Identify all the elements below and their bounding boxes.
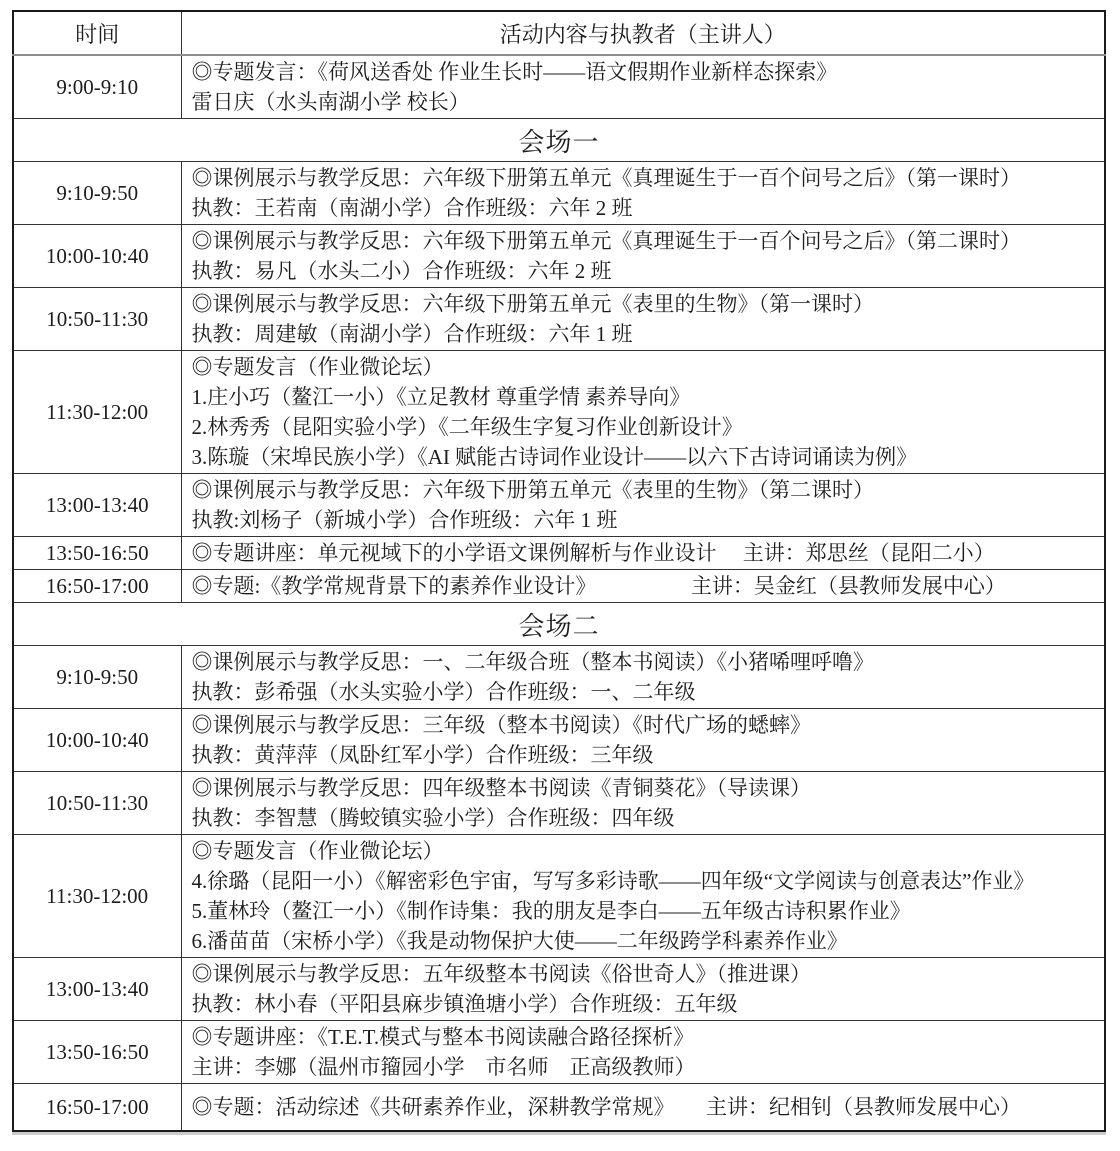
header-row [13,11,1105,55]
time-cell: 13:00-13:40 [13,958,181,1021]
content-line: 4.徐璐（昆阳一小）《解密彩色宇宙，写写多彩诗歌——四年级“文学阅读与创意表达”作业》 [191,869,1035,893]
table-row [13,288,1105,351]
content-column-header: 活动内容与执教者（主讲人） [181,11,1105,55]
content-line: 执教:刘杨子（新城小学）合作班级：六年 1 班 [191,508,618,532]
content-cell [181,772,1105,835]
content-line: 执教：易凡（水头二小）合作班级：六年 2 班 [191,259,612,283]
table-row [13,474,1105,537]
time-cell: 9:00-9:10 [13,55,181,119]
table-row [13,835,1105,958]
content-line: 2.林秀秀（昆阳实验小学）《二年级生字复习作业创新设计》 [191,415,743,439]
content-cell [181,646,1105,709]
content-line: ◎课例展示与教学反思：六年级下册第五单元《表里的生物》（第二课时） [191,478,874,502]
content-line: ◎专题发言（作业微论坛） [191,355,444,379]
time-cell: 10:00-10:40 [13,225,181,288]
content-line: ◎专题发言：《荷风送香处 作业生长时——语文假期作业新样态探索》 [191,60,838,84]
time-cell: 13:50-16:50 [13,1021,181,1084]
content-line: 执教：黄萍萍（凤卧红军小学）合作班级：三年级 [191,743,654,767]
content-cell [181,709,1105,772]
content-line: ◎课例展示与教学反思：一、二年级合班（整本书阅读）《小猪唏哩呼噜》 [191,650,874,674]
section-row [13,119,1105,162]
content-cell [181,1021,1105,1084]
content-line: ◎专题讲座：单元视域下的小学语文课例解析与作业设计 主讲：郑思丝（昆阳二小） [191,541,995,565]
content-cell [181,835,1105,958]
schedule-body [13,55,1105,1131]
time-cell: 13:00-13:40 [13,474,181,537]
table-row [13,351,1105,474]
content-line: ◎课例展示与教学反思：六年级下册第五单元《真理诞生于一百个问号之后》（第一课时） [191,166,1021,190]
content-line: 1.庄小巧（鳌江一小）《立足教材 尊重学情 素养导向》 [191,385,691,409]
content-cell [181,288,1105,351]
time-cell: 11:30-12:00 [13,835,181,958]
table-row [13,162,1105,225]
content-line: 3.陈璇（宋埠民族小学）《AI 赋能古诗词作业设计——以六下古诗词诵读为例》 [191,445,918,469]
table-row [13,709,1105,772]
content-line: 执教：王若南（南湖小学）合作班级：六年 2 班 [191,196,633,220]
time-cell: 10:50-11:30 [13,288,181,351]
content-cell [181,162,1105,225]
time-cell: 16:50-17:00 [13,570,181,603]
section-title: 会场一 [13,119,1105,162]
content-line: ◎课例展示与教学反思：五年级整本书阅读《俗世奇人》（推进课） [191,962,811,986]
content-line: ◎课例展示与教学反思：三年级（整本书阅读）《时代广场的蟋蟀》 [191,713,811,737]
content-cell [181,958,1105,1021]
content-line: ◎课例展示与教学反思：四年级整本书阅读《青铜葵花》（导读课） [191,776,811,800]
table-row [13,225,1105,288]
content-line: 雷日庆（水头南湖小学 校长） [191,90,470,114]
content-line: ◎课例展示与教学反思：六年级下册第五单元《表里的生物》（第一课时） [191,292,874,316]
content-line: ◎专题讲座：《T.E.T.模式与整本书阅读融合路径探析》 [191,1025,695,1049]
content-line: ◎课例展示与教学反思：六年级下册第五单元《真理诞生于一百个问号之后》（第二课时） [191,229,1021,253]
time-cell: 10:00-10:40 [13,709,181,772]
content-cell [181,1084,1105,1132]
content-line: 执教：李智慧（腾蛟镇实验小学）合作班级：四年级 [191,806,675,830]
table-row [13,958,1105,1021]
content-line: 执教：彭希强（水头实验小学）合作班级：一、二年级 [191,680,696,704]
content-cell [181,225,1105,288]
time-cell: 16:50-17:00 [13,1084,181,1132]
table-row [13,570,1105,603]
section-title: 会场二 [13,603,1105,646]
time-cell: 9:10-9:50 [13,646,181,709]
content-line: 主讲：李娜（温州市籀园小学 市名师 正高级教师） [191,1055,696,1079]
content-cell [181,55,1105,119]
schedule-table [12,10,1106,1132]
content-cell [181,570,1105,603]
time-cell: 9:10-9:50 [13,162,181,225]
content-cell [181,351,1105,474]
time-cell: 11:30-12:00 [13,351,181,474]
time-column-header: 时间 [13,11,181,55]
content-cell [181,537,1105,570]
table-row [13,1084,1105,1132]
table-row [13,537,1105,570]
table-row [13,772,1105,835]
content-line: 执教：周建敏（南湖小学）合作班级：六年 1 班 [191,322,633,346]
table-row [13,1021,1105,1084]
table-row [13,646,1105,709]
content-line: 6.潘苗苗（宋桥小学）《我是动物保护大使——二年级跨学科素养作业》 [191,929,848,953]
content-cell [181,474,1105,537]
table-row [13,55,1105,119]
content-line: ◎专题发言（作业微论坛） [191,839,444,863]
content-line: 5.董林玲（鳌江一小）《制作诗集：我的朋友是李白——五年级古诗积累作业》 [191,899,911,923]
content-line: ◎专题:《教学常规背景下的素养作业设计》 主讲：吴金红（县教师发展中心） [191,574,1006,598]
time-cell: 10:50-11:30 [13,772,181,835]
section-row [13,603,1105,646]
time-cell: 13:50-16:50 [13,537,181,570]
content-line: 执教：林小春（平阳县麻步镇渔塘小学）合作班级：五年级 [191,992,738,1016]
content-line: ◎专题：活动综述《共研素养作业，深耕教学常规》 主讲：纪相钊（县教师发展中心） [191,1095,1021,1119]
